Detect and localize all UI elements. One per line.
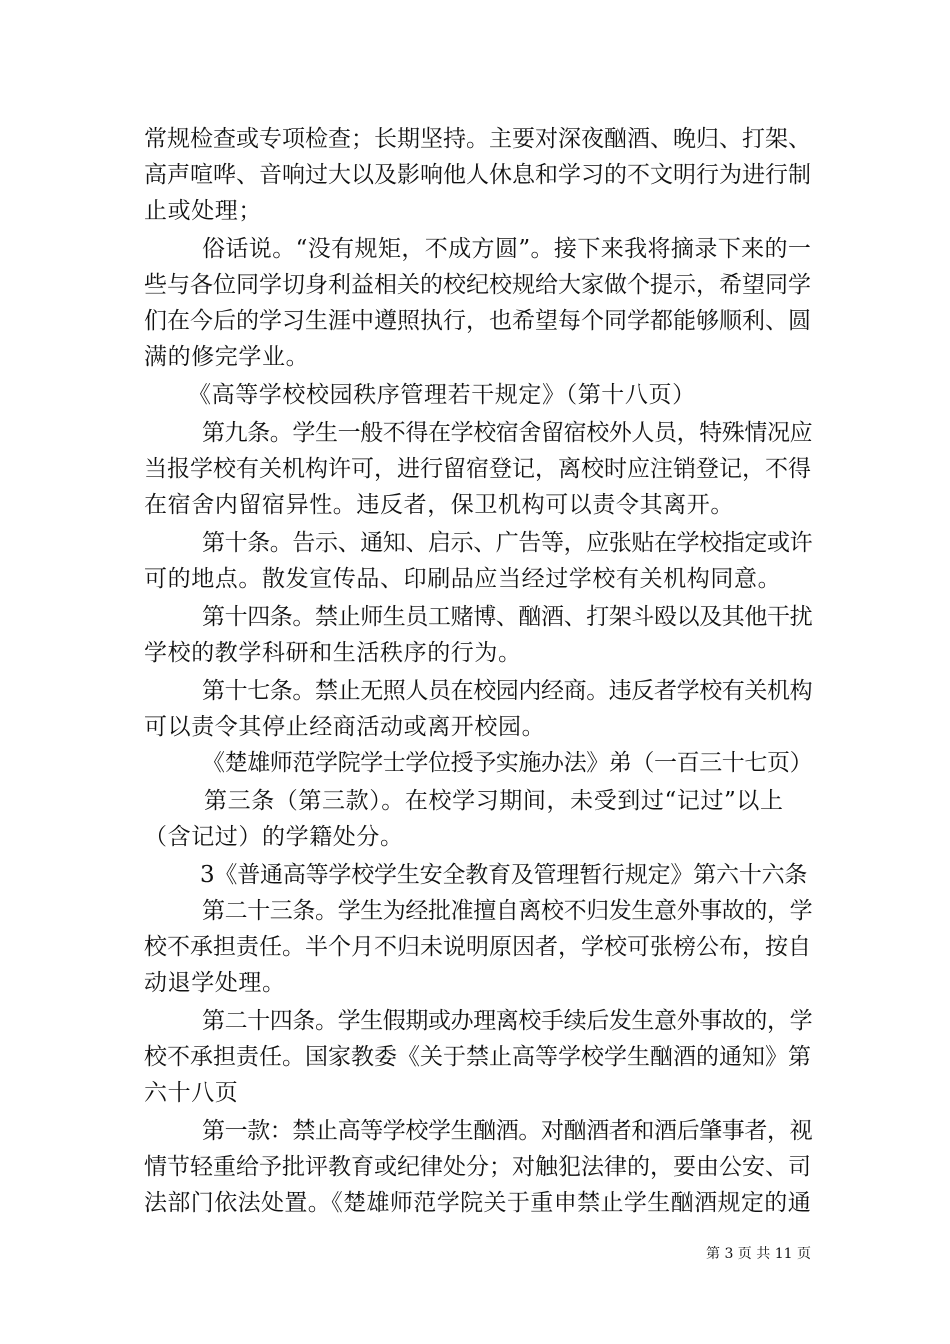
text-line: 3《普通高等学校学生安全教育及管理暂行规定》第六十六条 [200, 862, 808, 888]
text-line: 可以责令其停止经商活动或离开校园。 [144, 714, 546, 740]
text-line: 校不承担责任。国家教委《关于禁止高等学校学生酗酒的通知》第 [144, 1044, 811, 1070]
text-line: 第一款：禁止高等学校学生酗酒。对酗酒者和酒后肇事者，视 [202, 1118, 813, 1144]
text-line: 第三条（第三款）。在校学习期间，未受到过“记过”以上 [204, 788, 784, 814]
text-line: 校不承担责任。半个月不归未说明原因者，学校可张榜公布，按自 [144, 934, 811, 960]
text-line: 俗话说。“没有规矩，不成方圆”。接下来我将摘录下来的一 [202, 236, 812, 262]
text-line: 六十八页 [144, 1080, 239, 1106]
text-line: 第二十四条。学生假期或办理离校手续后发生意外事故的，学 [202, 1008, 813, 1034]
text-line: 高声喧哗、音响过大以及影响他人休息和学习的不文明行为进行制 [144, 162, 811, 188]
text-line: 第十七条。禁止无照人员在校园内经商。违反者学校有关机构 [202, 678, 813, 704]
text-line: 些与各位同学切身利益相关的校纪校规给大家做个提示，希望同学 [144, 272, 811, 298]
page-number: 第 3 页 共 11 页 [706, 1246, 811, 1262]
text-line: 当报学校有关机构许可，进行留宿登记，离校时应注销登记，不得 [144, 456, 811, 482]
text-line: 《高等学校校园秩序管理若干规定》（第十八页） [188, 382, 696, 408]
text-line: 法部门依法处置。《楚雄师范学院关于重申禁止学生酗酒规定的通 [144, 1190, 812, 1216]
text-line: 动退学处理。 [144, 970, 286, 996]
text-line: 第十四条。禁止师生员工赌博、酗酒、打架斗殴以及其他干扰 [202, 604, 813, 630]
text-line: 止或处理； [144, 198, 262, 224]
text-line: 们在今后的学习生涯中遵照执行，也希望每个同学都能够顺利、圆 [144, 308, 811, 334]
text-line: 满的修完学业。 [144, 344, 310, 370]
text-line: 学校的教学科研和生活秩序的行为。 [144, 640, 522, 666]
text-line: 《楚雄师范学院学士学位授予实施办法》弟（一百三十七页） [202, 750, 813, 776]
text-line: 情节轻重给予批评教育或纪律处分；对触犯法律的，要由公安、司 [144, 1154, 811, 1180]
text-line: 常规检查或专项检查；长期坚持。主要对深夜酗酒、晚归、打架、 [144, 126, 811, 152]
text-line: 第二十三条。学生为经批准擅自离校不归发生意外事故的，学 [202, 898, 813, 924]
text-line: （含记过）的学籍处分。 [144, 824, 404, 850]
text-line: 可的地点。散发宣传品、印刷品应当经过学校有关机构同意。 [144, 566, 782, 592]
text-line: 第十条。告示、通知、启示、广告等，应张贴在学校指定或许 [202, 530, 813, 556]
text-line: 在宿舍内留宿异性。违反者，保卫机构可以责令其离开。 [144, 492, 734, 518]
text-line: 第九条。学生一般不得在学校宿舍留宿校外人员，特殊情况应 [202, 420, 813, 446]
